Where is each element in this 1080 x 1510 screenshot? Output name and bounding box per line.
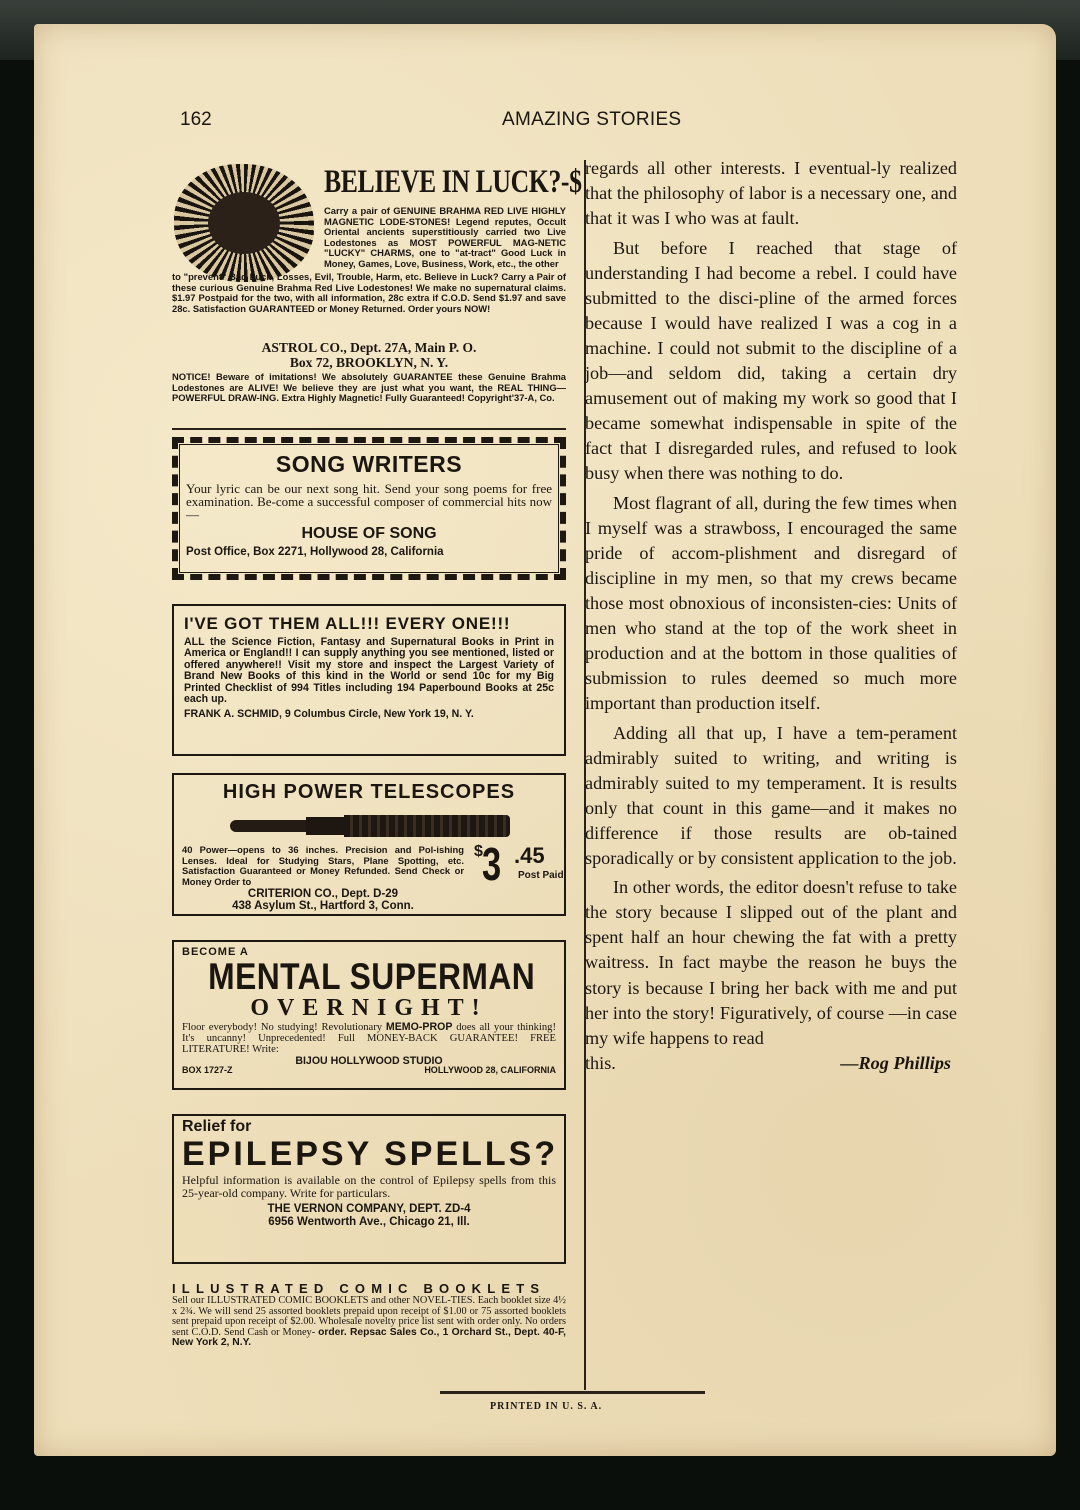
article-column (585, 156, 957, 1076)
company-name: THE VERNON COMPANY, DEPT. ZD-4 (267, 1203, 471, 1215)
box-number: BOX 1727-Z (182, 1065, 233, 1075)
price-cents: .45 (514, 843, 545, 868)
ad-notice: NOTICE! Beware of imitations! We absolutely GUARANTEE these Genuine Brahma Lodestones are ALIVE! We believe they are just what you want, the REAL THING—POWERFUL DRAW-ING. Extra Highly Magnetic! Fully Guaranteed! Copyright'37-A, Co. (172, 371, 566, 404)
footer-rule (440, 1391, 705, 1394)
price-note: Post Paid (518, 870, 564, 881)
ad-body: Carry a pair of GENUINE BRAHMA RED LIVE HIGHLY MAGNETIC LODE-STONES! Legend reputes, Occult Oriental ancients superstitiously carried two Live Lodestones as MOST POWERFUL MAG-NETIC "LUCKY" CHARMS, one to "at-tract" Good Luck in Money, Games, Love, Business, Work, etc., the other (324, 205, 566, 269)
author-signature: —Rog Phillips (840, 1052, 951, 1073)
company-address: 6956 Wentworth Ave., Chicago 21, Ill. (268, 1216, 470, 1228)
last-word: this. (585, 1052, 616, 1073)
body-text: Floor everybody! No studying! Revolutionary (182, 1022, 386, 1033)
ad-title: BELIEVE IN LUCK?-$ (324, 164, 582, 200)
page-number: 162 (180, 109, 212, 130)
ad-company (182, 1203, 556, 1229)
ad-address: Post Office, Box 2271, Hollywood 28, California (186, 546, 444, 558)
ad-body (182, 1022, 556, 1055)
ad-company: HOUSE OF SONG (301, 525, 437, 542)
city: HOLLYWOOD 28, CALIFORNIA (424, 1065, 556, 1075)
ad-pretitle: Relief for (182, 1118, 252, 1135)
ad-body: ALL the Science Fiction, Fantasy and Supernatural Books in Print in America or England!! I can supply anything you see mentioned, listed or offered anywhere!! Visit my store and inspect the Largest Variety of Brand New Books of this kind in the World or send 10c for my Big Printed Checklist of 994 Titles including 194 Paperbound Books at 25c each up. (184, 636, 554, 706)
address-line: ASTROL CO., Dept. 27A, Main P. O. (261, 340, 477, 355)
ad-title: HIGH POWER TELESCOPES (222, 781, 516, 803)
article-paragraph: Most flagrant of all, during the few times when I myself was a strawboss, I encouraged the same pride of accom-plishment and disregard of discipline in my men, so that my crews became those most obnoxious of inconsisten-cies: Units of men who stand at the top of the work sheet in production and at the bottom in those qualities of submission to rules deemed so much more important than production itself. (585, 492, 957, 713)
body-text: does all your thinking! It's uncanny! Unprecedented! Full MONEY-BACK GUARANTEE! FREE LITERATURE! Write: (182, 1022, 556, 1055)
ad-address: FRANK A. SCHMID, 9 Columbus Circle, New York 19, N. Y. (184, 708, 474, 721)
article-paragraph: regards all other interests. I eventual-ly realized that the philosophy of labor is a necessary one, and that it was I who was at fault. (585, 158, 957, 229)
divider (172, 428, 566, 430)
price-dollar-sign: $ (474, 843, 483, 860)
ad-subtitle: OVERNIGHT! (250, 995, 488, 1021)
address-line: Box 72, BROOKLYN, N. Y. (289, 355, 449, 370)
ad-title: SONG WRITERS (275, 451, 463, 477)
ad-song-writers (172, 437, 566, 580)
printed-in-usa: PRINTED IN U. S. A. (490, 1401, 603, 1412)
ad-title: MENTAL SUPERMAN (208, 956, 536, 997)
ad-title: I'VE GOT THEM ALL!!! EVERY ONE!!! (184, 614, 511, 633)
ad-title: ILLUSTRATED COMIC BOOKLETS (172, 1281, 546, 1296)
ad-body (172, 1296, 566, 1349)
running-head: AMAZING STORIES (502, 109, 682, 130)
ad-company: BIJOU HOLLYWOOD STUDIO (295, 1055, 443, 1067)
ad-body: Helpful information is available on the control of Epilepsy spells from this 25-year-old company. Write for particulars. (182, 1173, 556, 1200)
ad-pretitle: BECOME A (182, 946, 249, 958)
body-text: Sell our ILLUSTRATED COMIC BOOKLETS and other NOVEL-TIES. Each booklet size 4½ x 2¾. We will send 25 assorted booklets prepaid upon receipt of $1.00 or 75 assorted booklets sent prepaid upon receipt of $2.00. Wholesale novelty price list sent with order only. No orders sent C.O.D. Send Cash or Money- (172, 1295, 566, 1338)
article-paragraph: In other words, the editor doesn't refuse to take the story because I slipped out of the plant and spent half an hour chewing the fat with a pretty waitress. In fact maybe the reason he buys the story is because I bring her back with me and put her into the story! Figuratively, of course —in case my wife happens to read (585, 877, 957, 1048)
ad-comic-booklets (172, 1281, 566, 1371)
ad-title: EPILEPSY SPELLS? (182, 1135, 559, 1173)
ad-epilepsy (172, 1114, 566, 1264)
ad-address (172, 340, 566, 370)
telescope-illustration (230, 815, 510, 837)
ad-company (182, 888, 464, 912)
lodestone-illustration (174, 164, 314, 282)
article-paragraph: Adding all that up, I have a tem-perament admirably suited to writing, and writing is admirably suited to my temperament. It is results only that count in this game—and it makes no difference if those results are ob-tained sporadically or by consistent application to the job. (585, 722, 957, 868)
ad-books (172, 604, 566, 756)
ad-address: order. Repsac Sales Co., 1 Orchard St., Dept. 40-F, New York 2, N.Y. (172, 1326, 566, 1349)
article-closing (585, 1051, 957, 1076)
ad-believe-in-luck (172, 154, 582, 430)
ad-body: Your lyric can be our next song hit. Send your song poems for free examination. Be-come a successful composer of commercial hits now— (186, 481, 552, 522)
product-name: MEMO-PROP (385, 1021, 453, 1033)
article-paragraph: But before I reached that stage of understanding I had become a rebel. I could have submitted to the disci-pline of the armed forces because I would have realized I was a cog in a machine. I could not submit to the discipline of a job—and seldom did, taking a certain dry amusement out of making my work so good that I became somewhat indispensable in spite of the fact that I disregarded rules, and refused to look busy when there was nothing to do. (585, 237, 957, 484)
ad-body: to "prevent" Bad Luck, Losses, Evil, Trouble, Harm, etc. Believe in Luck? Carry a Pair of these curious Genuine Brahma Red Live Lodestones! We make no supernatural claims. $1.97 Postpaid for the two, with all information, 28c extra if C.O.D. Send $1.97 and save 28c. Satisfaction GUARANTEED or Money Returned. Order yours NOW! (172, 271, 566, 314)
company-address: 438 Asylum St., Hartford 3, Conn. (232, 900, 414, 912)
ad-telescopes (172, 773, 566, 916)
ad-mental-superman (172, 940, 566, 1090)
price-dollars: 3 (482, 838, 502, 890)
company-name: CRITERION CO., Dept. D-29 (247, 888, 399, 900)
ad-body: 40 Power—opens to 36 inches. Precision and Pol-ishing Lenses. Ideal for Studying Stars, Plane Spotting, etc. Satisfaction Guaranteed or Money Refunded. Send Check or Money Order to (182, 844, 464, 887)
